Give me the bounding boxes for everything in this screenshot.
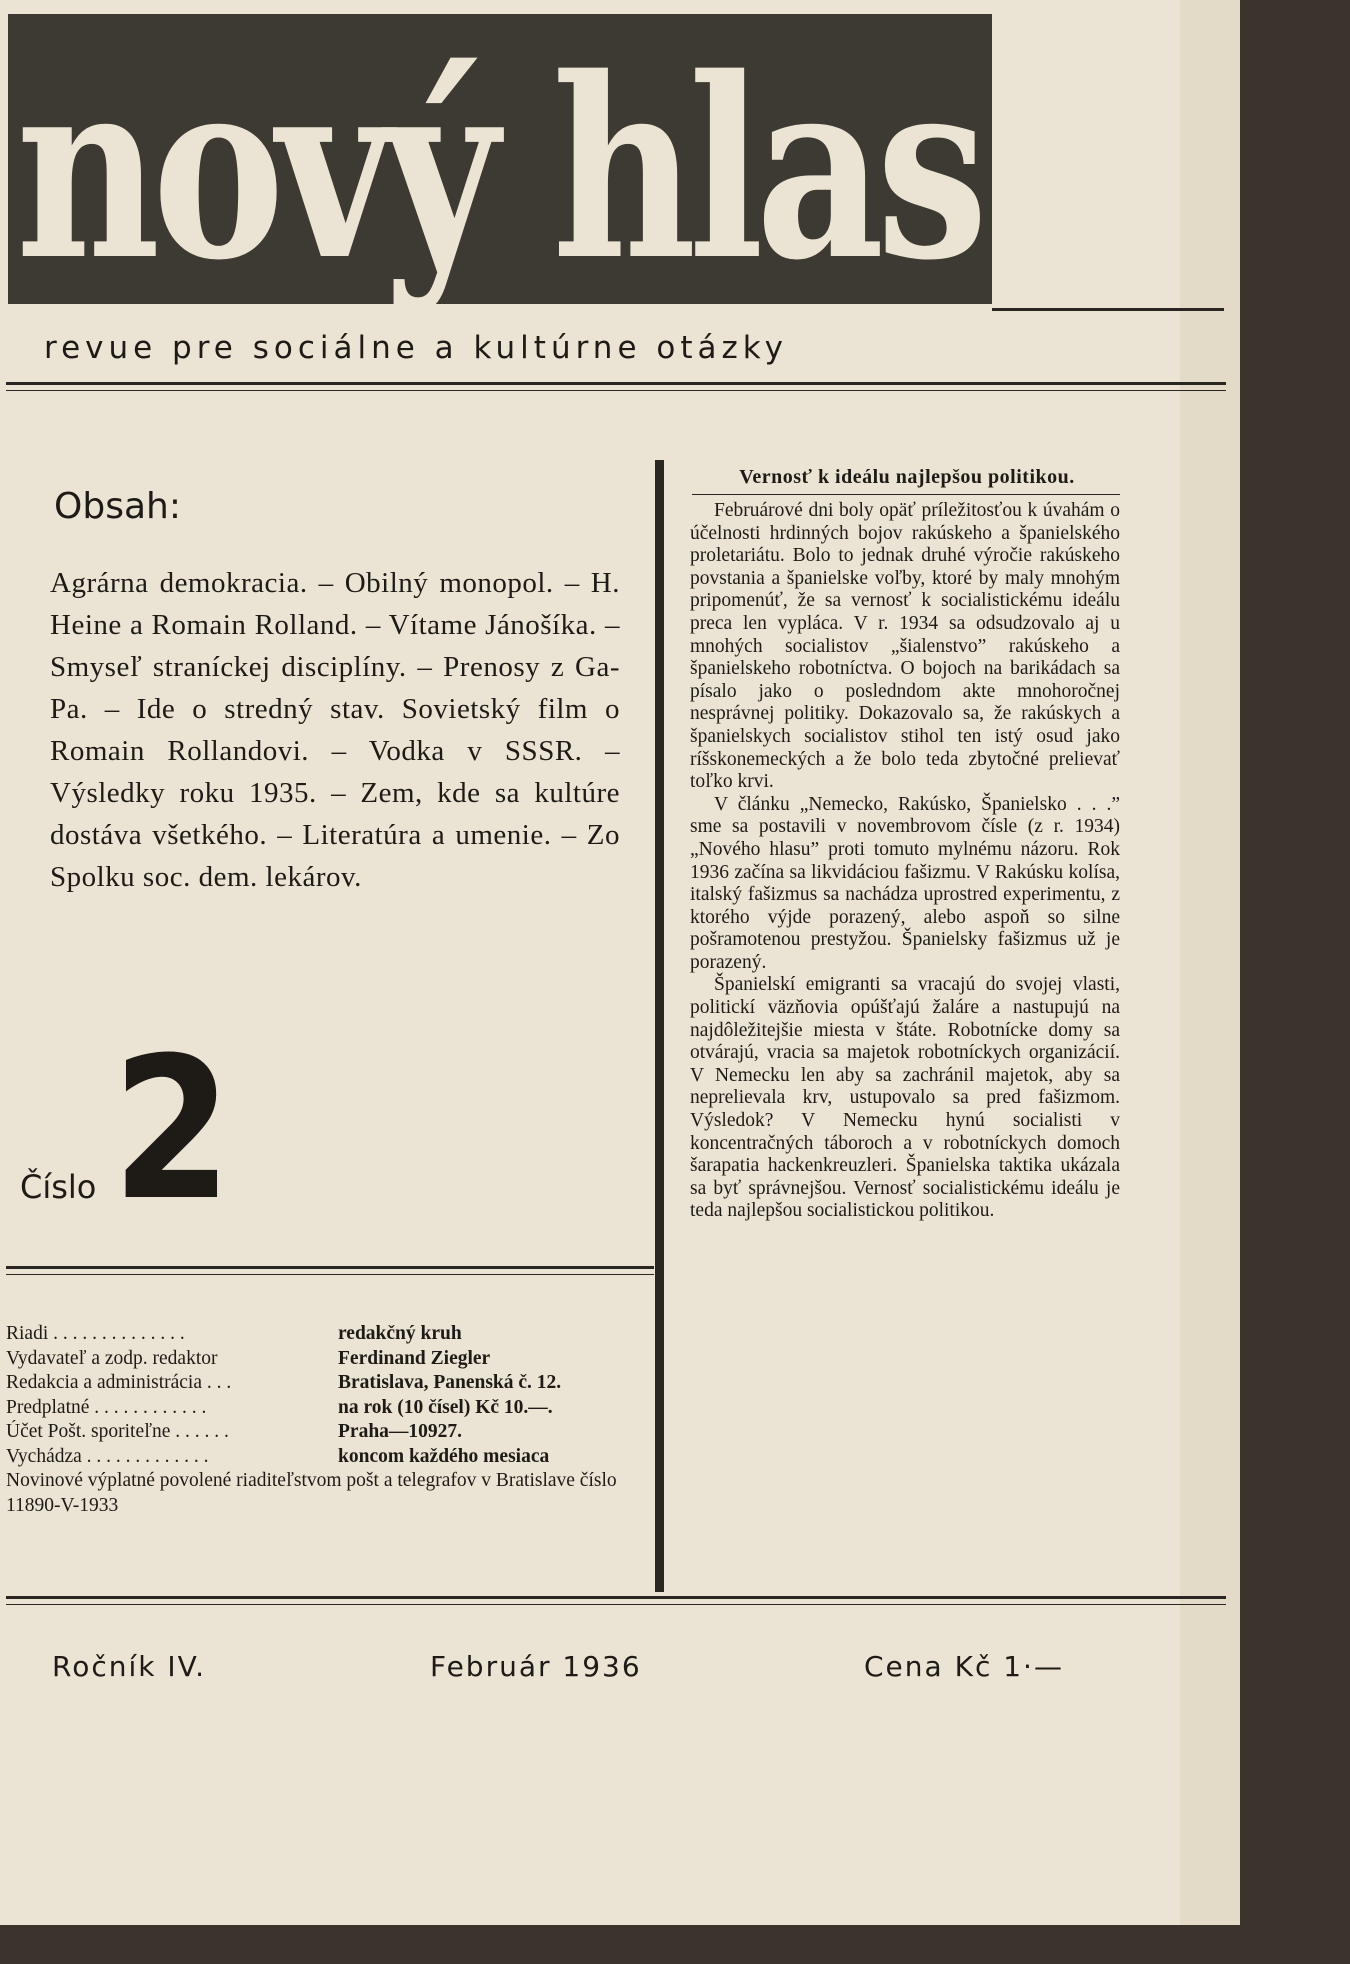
article-paragraph: Španielskí emigranti sa vracajú do svojej vlasti, politickí väzňovia opúšťajú žaláre a nastupujú na najdôležitejšie miesta v štáte. Robotnícke domy sa otvárajú, vracia sa majetok robotníckych organizácií. V Nemecku len aby sa zachránil majetok, aby sa neprelievala krv, ustupovalo sa pred fašizmom. Výsledok? V Nemecku hynú socialisti v koncentračných táboroch a v robotníckych domoch šarapatia hackenkreuzleri. Španielska taktika ukázala sa byť správnejšou. Vernosť socialistickému ideálu je teda najlepšou socialistickou politikou. <box>690 974 1120 1222</box>
divider-bottom-2 <box>6 1604 1226 1605</box>
contents-text: Agrárna demokracia. – Obilný monopol. – H. Heine a Romain Rolland. – Vítame Jánošíka. – Smyseľ straníckej disciplíny. – Prenosy z Ga-Pa. – Ide o stredný stav. Sovietský film o Romain Rollandovi. – Vodka v SSSR. – Výsledky roku 1935. – Zem, kde sa kultúre dostáva všetkého. – Literatúra a umenie. – Zo Spolku soc. dem. lekárov. <box>50 567 620 893</box>
info-value: koncom každého mesiaca <box>338 1445 550 1467</box>
info-value: Bratislava, Panenská č. 12. <box>338 1372 562 1393</box>
postal-note: Novinové výplatné povolené riaditeľstvom pošt a telegrafov v Bratislave číslo 11890-V-1933 <box>6 1470 617 1516</box>
divider-top-2 <box>6 390 1226 391</box>
info-value: Ferdinand Ziegler <box>338 1347 491 1369</box>
divider-left <box>6 1266 654 1269</box>
divider-top <box>6 382 1226 385</box>
info-row <box>6 1420 646 1445</box>
info-label: Vydavateľ a zodp. redaktor <box>6 1347 218 1369</box>
footer-volume: Ročník IV. <box>52 1650 207 1683</box>
masthead-title: nový hlas <box>16 24 981 315</box>
info-value: redakčný kruh <box>338 1323 462 1344</box>
footer-date: Február 1936 <box>430 1650 642 1683</box>
footer-price: Cena Kč 1·— <box>864 1650 1064 1683</box>
info-row <box>6 1445 646 1470</box>
info-label: Účet Pošt. sporiteľne . . . . . . <box>6 1421 229 1442</box>
subtitle: revue pre sociálne a kultúrne otázky <box>44 330 788 366</box>
info-row <box>6 1371 646 1396</box>
issue-number: 2 <box>112 1016 233 1244</box>
article-paragraph: Februárové dni boly opäť príležitosťou k úvahám o účelnosti hrdinných bojov rakúskeho a španielského proletariátu. Bolo to jednak druhé výročie rakúskeho povstania a španielske voľby, ktoré by maly mnohým pripomenúť, že sa vernosť k socialistickému ideálu preca len vypláca. V r. 1934 sa odsudzovalo aj u mnohých socialistov „šialenstvo” rakúskeho a španielskeho robotníctva. O bojoch na barikádach sa písalo jako o posledndom akte mnohoročnej nesprávnej politiky. Dokazovalo sa, že rakúskych a španielskych socialistov stihol ten istý osud jako ríšskonemeckých a že bolo teda zbytočné prelievať toľko krvi. <box>690 500 1120 793</box>
divider-left-2 <box>6 1274 654 1275</box>
info-label: Riadi . . . . . . . . . . . . . . <box>6 1323 185 1344</box>
torn-edge <box>1180 0 1240 1925</box>
divider-bottom <box>6 1596 1226 1599</box>
article-title: Vernosť k ideálu najlepšou politikou. <box>739 466 1075 488</box>
info-row <box>6 1322 646 1347</box>
masthead-rule <box>992 308 1224 311</box>
info-label: Redakcia a administrácia . . . <box>6 1372 232 1393</box>
publication-info <box>6 1322 646 1518</box>
contents-heading: Obsah: <box>54 486 181 527</box>
issue-label: Číslo <box>20 1168 97 1206</box>
article-body <box>690 500 1120 1223</box>
masthead <box>8 14 992 315</box>
info-value: na rok (10 čísel) Kč 10.—. <box>338 1396 553 1418</box>
article-title-rule <box>692 494 1120 495</box>
info-value: Praha—10927. <box>338 1421 463 1442</box>
info-row <box>6 1396 646 1421</box>
info-label: Predplatné . . . . . . . . . . . . <box>6 1396 207 1418</box>
info-label: Vychádza . . . . . . . . . . . . . <box>6 1445 209 1467</box>
column-divider <box>655 460 664 1592</box>
article-paragraph: V článku „Nemecko, Rakúsko, Španielsko . . .” sme sa postavili v novembrovom čísle (z r. 1934) „Nového hlasu” proti tomuto mylnému názoru. Rok 1936 začína sa likvidáciou fašizmu. V Rakúsku kolísa, italský fašizmus sa nachádza uprostred experimentu, z ktorého výjde porazený, alebo aspoň so silne pošramotenou prestyžou. Španielsky fašizmus už je porazený. <box>690 793 1120 973</box>
info-row <box>6 1347 646 1372</box>
